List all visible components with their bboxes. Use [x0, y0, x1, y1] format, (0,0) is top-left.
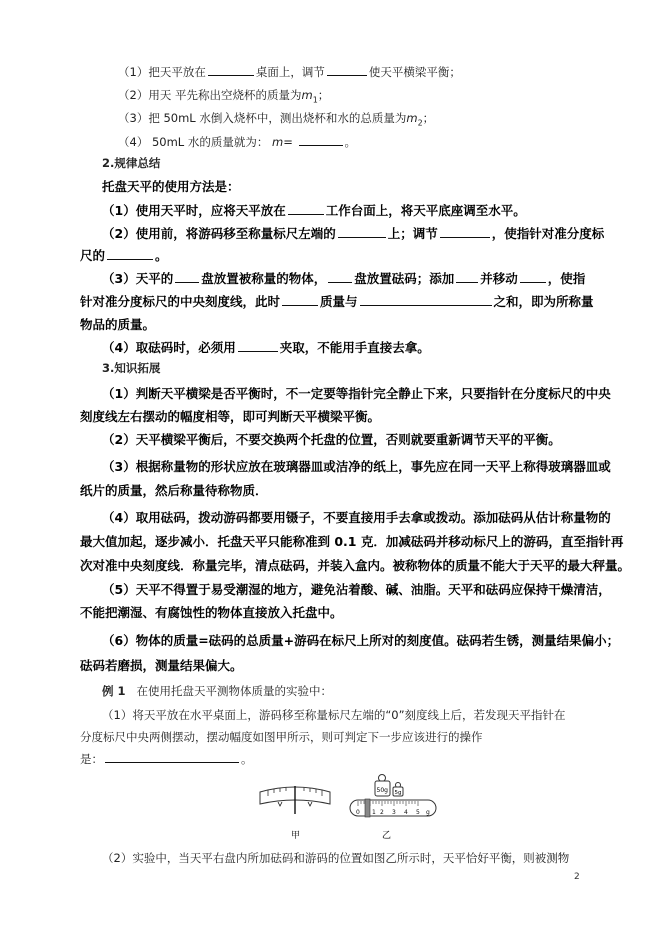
summary-p2: [102, 224, 604, 242]
text: 并移动: [480, 271, 518, 286]
blank: [208, 63, 254, 76]
var-m-eq: m=: [272, 135, 293, 149]
page-number: 2: [574, 872, 580, 882]
example-question-1: （1）将天平放在水平桌面上，游码移至称量标尺左端的“0”刻度线上后，若发现天平指针在: [102, 708, 566, 722]
extension-item-2: （2）天平横梁平衡后，不要交换两个托盘的位置，否则就要重新调节天平的平衡。: [102, 432, 561, 447]
example-question-1-answer: [80, 750, 253, 767]
extension-item-6: （6）物体的质量=砝码的总质量+游码在标尺上所对的刻度值。砝码若生锈，测量结果偏小；: [102, 633, 620, 648]
text: 是：: [80, 752, 103, 766]
blank: [299, 133, 343, 146]
text: 工作台面上，将天平底座调至水平。: [325, 203, 526, 218]
text: 。: [241, 752, 253, 766]
extension-item-6-cont: 砝码若磨损，测量结果偏大。: [80, 658, 243, 673]
extension-item-1-cont: 刻度线左右摆动的幅度相等，即可判断天平横梁平衡。: [80, 409, 381, 424]
blank: [338, 225, 386, 238]
step-1-text-end: 使天平横梁平衡；: [368, 65, 461, 79]
answer-blank: [105, 750, 239, 763]
tick-label: 5: [416, 809, 420, 816]
tick-label: 2: [380, 809, 384, 816]
summary-p3-cont: [80, 292, 594, 310]
var-m: m: [406, 111, 418, 125]
text: 之和，即为所称量: [493, 294, 594, 309]
tick-label: 4: [404, 809, 408, 816]
text: 质量与: [320, 294, 358, 309]
weight-50g-label: 50g: [376, 787, 388, 794]
blank: [288, 202, 324, 215]
section-heading-extension: 3.知识拓展: [102, 361, 161, 375]
text: （1）使用天平时，应将天平放在: [102, 203, 286, 218]
step-1: [118, 63, 461, 80]
extension-item-5: （5）天平不得置于易受潮湿的地方，避免沾着酸、碱、油脂。天平和砝码应保持干燥清洁，: [102, 582, 611, 597]
step-1-text-mid: 桌面上，调节: [255, 65, 325, 79]
weight-5g-label: 5g: [394, 790, 402, 796]
figure-label-jia: 甲: [291, 831, 301, 841]
blank: [327, 63, 367, 76]
step-3-text: （3）把 50mL 水倒入烧杯中，测出烧杯和水的总质量为: [118, 111, 407, 125]
var-sub: 1: [312, 95, 318, 105]
figure-label-yi: 乙: [382, 831, 392, 841]
summary-subheading: 托盘天平的使用方法是：: [102, 179, 240, 194]
extension-item-1: （1）判断天平横梁是否平衡时，不一定要等指针完全静止下来，只要指针在分度标尺的中央: [102, 386, 611, 401]
step-4-text: （4） 50mL 水的质量就为：: [118, 135, 269, 149]
rider-slider: [365, 799, 370, 817]
blank: [440, 225, 490, 238]
blank: [282, 293, 318, 306]
summary-p3-end: 物品的质量。: [80, 317, 156, 332]
step-3: [118, 110, 434, 127]
summary-p3: [102, 269, 585, 287]
tick-label: 0: [356, 809, 360, 816]
extension-item-4-cont2: 次对准中央刻度线．称量完毕，清点砝码，并装入盒内。被称物体的质量不能大于天平的最大秤量。: [80, 558, 631, 573]
text: 夹取，不能用手直接去拿。: [279, 340, 430, 355]
example-text: 在使用托盘天平测物体质量的实验中：: [136, 684, 332, 698]
step-4: [118, 133, 356, 150]
summary-p1: [102, 201, 526, 219]
example-question-2: （2）实验中，当天平右盘内所加砝码和游码的位置如图乙所示时，天平恰好平衡，则被测物: [102, 851, 570, 865]
example-question-1-cont: 分度标尺中央两侧摆动，摆动幅度如图甲所示，则可判定下一步应该进行的操作: [80, 730, 483, 744]
blank: [520, 270, 546, 283]
tick-unit: g: [426, 809, 430, 816]
text: （2）使用前，将游码移至称量标尺左端的: [102, 226, 336, 241]
pointer-dial-figure: [260, 786, 330, 841]
blank: [456, 270, 478, 283]
step-3-end: ；: [422, 111, 435, 125]
extension-item-5-cont: 不能把潮湿、有腐蚀性的物体直接放入托盘中。: [80, 605, 343, 620]
tick-label: 3: [392, 809, 396, 816]
text: 。: [155, 248, 168, 263]
var-m: m: [301, 88, 313, 102]
text: 针对准分度标尺的中央刻度线，此时: [80, 294, 281, 309]
extension-item-4-cont: 最大值加起，逐步减小．托盘天平只能称准到 0.1 克．加减砝码并移动标尺上的游码，直至指针再: [80, 534, 624, 549]
step-2-end: ；: [317, 88, 330, 102]
text: （3）天平的: [102, 271, 174, 286]
blank: [107, 247, 153, 260]
tick-label: 1: [372, 809, 376, 816]
summary-p2-cont: [80, 246, 168, 264]
blank: [238, 339, 278, 352]
summary-p4: [102, 338, 430, 356]
blank: [328, 270, 352, 283]
text: 盘放置被称量的物体，: [201, 271, 327, 286]
text: （4）取砝码时，必须用: [102, 340, 236, 355]
weights-figure: [350, 775, 436, 842]
blank: [175, 270, 199, 283]
step-4-end: 。: [344, 135, 357, 149]
section-heading-summary: 2.规律总结: [102, 156, 161, 170]
extension-item-3-cont: 纸片的质量，然后称量待称物质．: [80, 483, 268, 498]
step-2: [118, 87, 329, 104]
example-1: [102, 683, 332, 699]
extension-item-4: （4）取用砝码，拨动游码都要用镊子，不要直接用手去拿或拨动。添加砝码从估计称量物的: [102, 510, 611, 525]
extension-item-3: （3）根据称量物的形状应放在玻璃器皿或洁净的纸上，事先应在同一天平上称得玻璃器皿或: [102, 459, 611, 474]
step-2-text: （2）用天 平先称出空烧杯的质量为: [118, 88, 302, 102]
text: 盘放置砝码；添加: [354, 271, 455, 286]
var-sub: 2: [417, 118, 423, 128]
swing-mark-left: [278, 802, 282, 806]
text: 上；调节: [387, 226, 438, 241]
text: ，使指: [547, 271, 586, 286]
blank: [360, 293, 492, 306]
swing-mark-right: [308, 802, 312, 806]
text: 尺的: [80, 248, 106, 263]
step-1-text: （1）把天平放在: [118, 65, 206, 79]
text: ，使指针对准分度标: [491, 226, 605, 241]
example-label: 例 1: [102, 684, 126, 698]
balance-figure: [258, 772, 438, 844]
